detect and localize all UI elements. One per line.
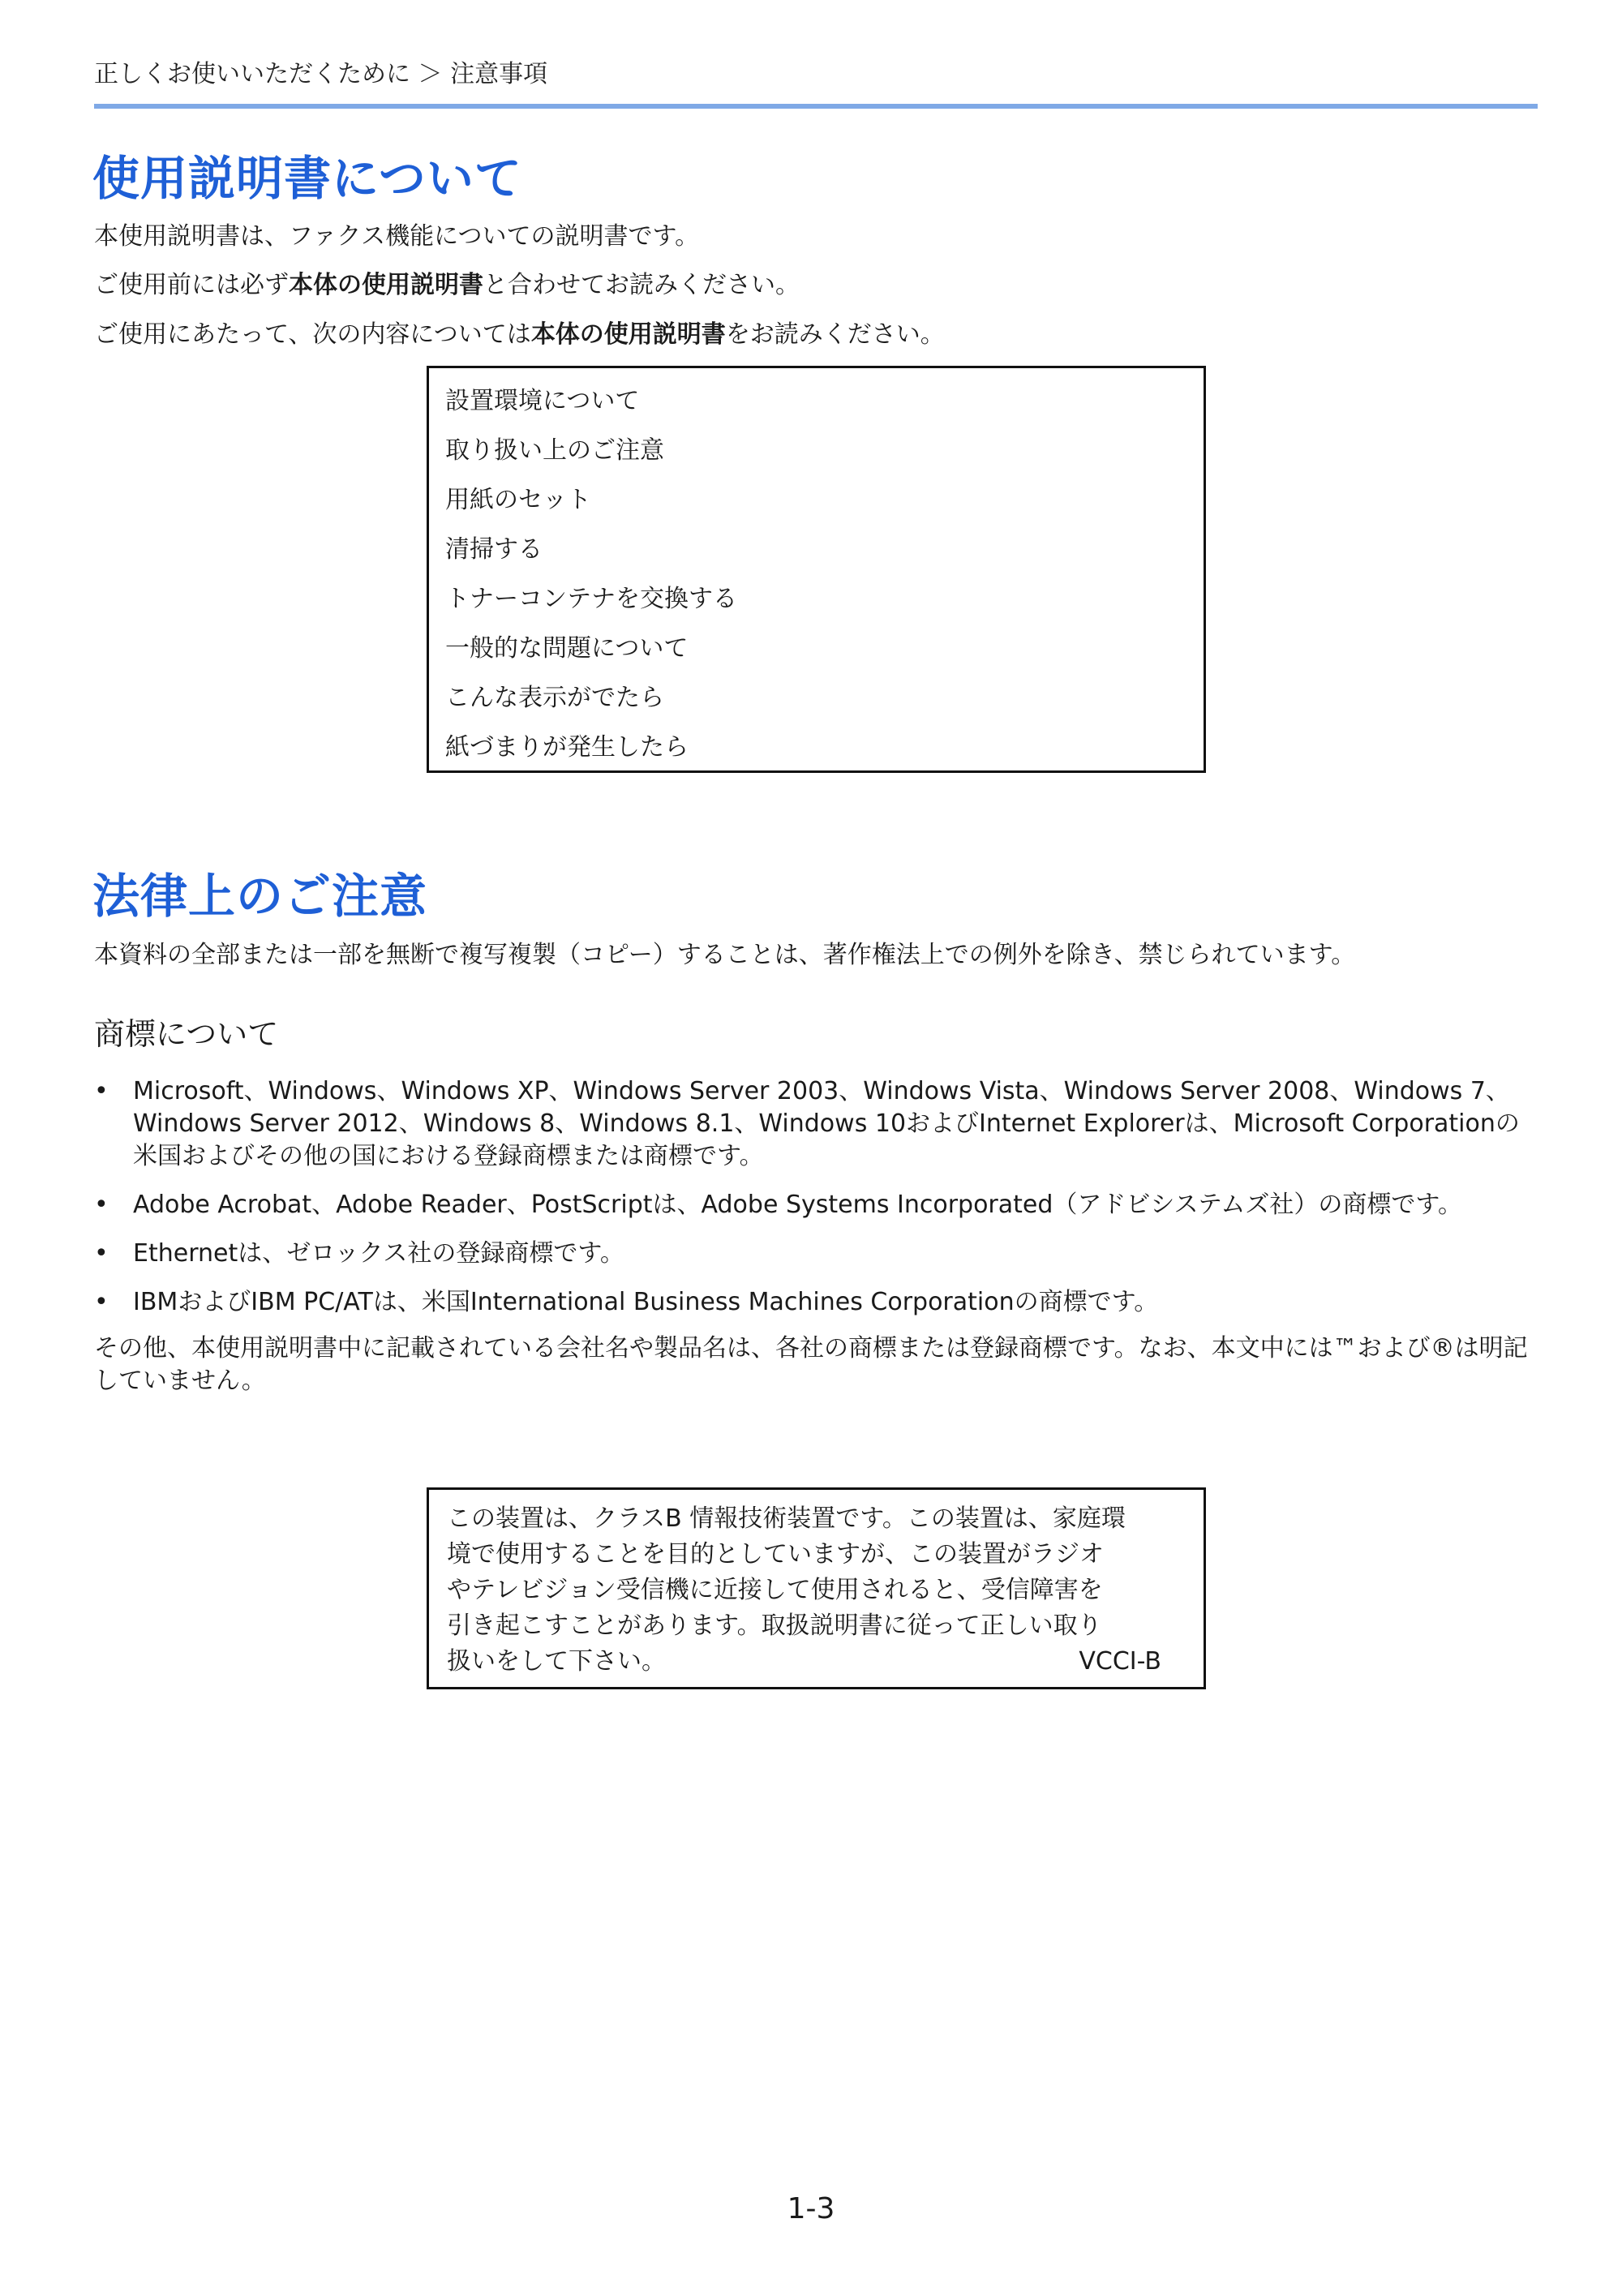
bullet-icon: • xyxy=(94,1191,109,1219)
vcci-line: この装置は、クラスB 情報技術装置です。この装置は、家庭環 xyxy=(447,1504,1126,1533)
vcci-code: VCCI-B xyxy=(1079,1647,1161,1676)
vcci-last-line xyxy=(447,1644,1186,1680)
manual-intro-paragraph: 本使用説明書は、ファクス機能についての説明書です。 xyxy=(94,222,700,251)
trademark-subtitle: 商標について xyxy=(94,1016,279,1052)
section-title-manual: 使用説明書について xyxy=(92,151,522,206)
main-manual-reference: 本体の使用説明書 xyxy=(289,271,483,299)
manual-read-together-paragraph: ご使用前には必ず本体の使用説明書と合わせてお読みください。 xyxy=(94,271,800,299)
manual-refer-paragraph: ご使用にあたって、次の内容については本体の使用説明書をお読みください。 xyxy=(94,320,945,349)
trademark-item: • Ethernetは、ゼロックス社の登録商標です。 xyxy=(94,1238,1538,1270)
vcci-line: 境で使用することを目的としていますが、この装置がラジオ xyxy=(447,1540,1104,1569)
bullet-icon: • xyxy=(94,1077,109,1105)
vcci-line: やテレビジョン受信機に近接して使用されると、受信障害を xyxy=(447,1576,1103,1604)
topic-item: トナーコンテナを交換する xyxy=(445,585,737,613)
topic-item: 清掃する xyxy=(445,535,543,564)
bullet-icon: • xyxy=(94,1239,109,1268)
topic-item: 一般的な問題について xyxy=(445,634,689,663)
vcci-line: 扱いをして下さい。 xyxy=(447,1647,666,1676)
vcci-line: 引き起こすことがあります。取扱説明書に従って正しい取り xyxy=(447,1611,1102,1640)
topic-item: こんな表示がでたら xyxy=(445,684,664,712)
copyright-notice: 本資料の全部または一部を無断で複写複製（コピー）することは、著作権法上での例外を除き、禁じられています。 xyxy=(94,941,1356,969)
trademark-item: • Adobe Acrobat、Adobe Reader、PostScriptは、Adobe Systems Incorporated（アドビシステムズ社）の商標です。 xyxy=(94,1189,1538,1221)
topic-item: 設置環境について xyxy=(445,387,640,415)
page-number: 1-3 xyxy=(787,2192,835,2225)
topic-item: 用紙のセット xyxy=(445,486,591,514)
vcci-notice-box xyxy=(427,1487,1206,1689)
trademark-closing-note: その他、本使用説明書中に記載されている会社名や製品名は、各社の商標または登録商標です。なお、本文中には™および®は明記していません。 xyxy=(94,1334,1528,1395)
breadcrumb: 正しくお使いいただくために ＞ 注意事項 xyxy=(94,60,548,88)
bullet-icon: • xyxy=(94,1288,109,1316)
trademark-list xyxy=(94,1075,1538,1335)
topic-item: 紙づまりが発生したら xyxy=(445,733,689,762)
main-manual-topics-box xyxy=(427,366,1206,773)
topic-item: 取り扱い上のご注意 xyxy=(445,436,664,465)
trademark-item: • IBMおよびIBM PC/ATは、米国International Business Machines Corporationの商標です。 xyxy=(94,1286,1538,1319)
trademark-item: • Microsoft、Windows、Windows XP、Windows Server 2003、Windows Vista、Windows Server 2008、Windows 7、Windows Server 2012、Windows 8、Windows 8.1、Windows 10およびInternet Explorerは、Microsoft Corporationの米国およびその他の国における登録商標または商標です。 xyxy=(94,1077,1520,1170)
main-manual-reference: 本体の使用説明書 xyxy=(530,320,726,349)
section-title-legal: 法律上のご注意 xyxy=(92,869,428,924)
header-divider xyxy=(94,104,1538,109)
